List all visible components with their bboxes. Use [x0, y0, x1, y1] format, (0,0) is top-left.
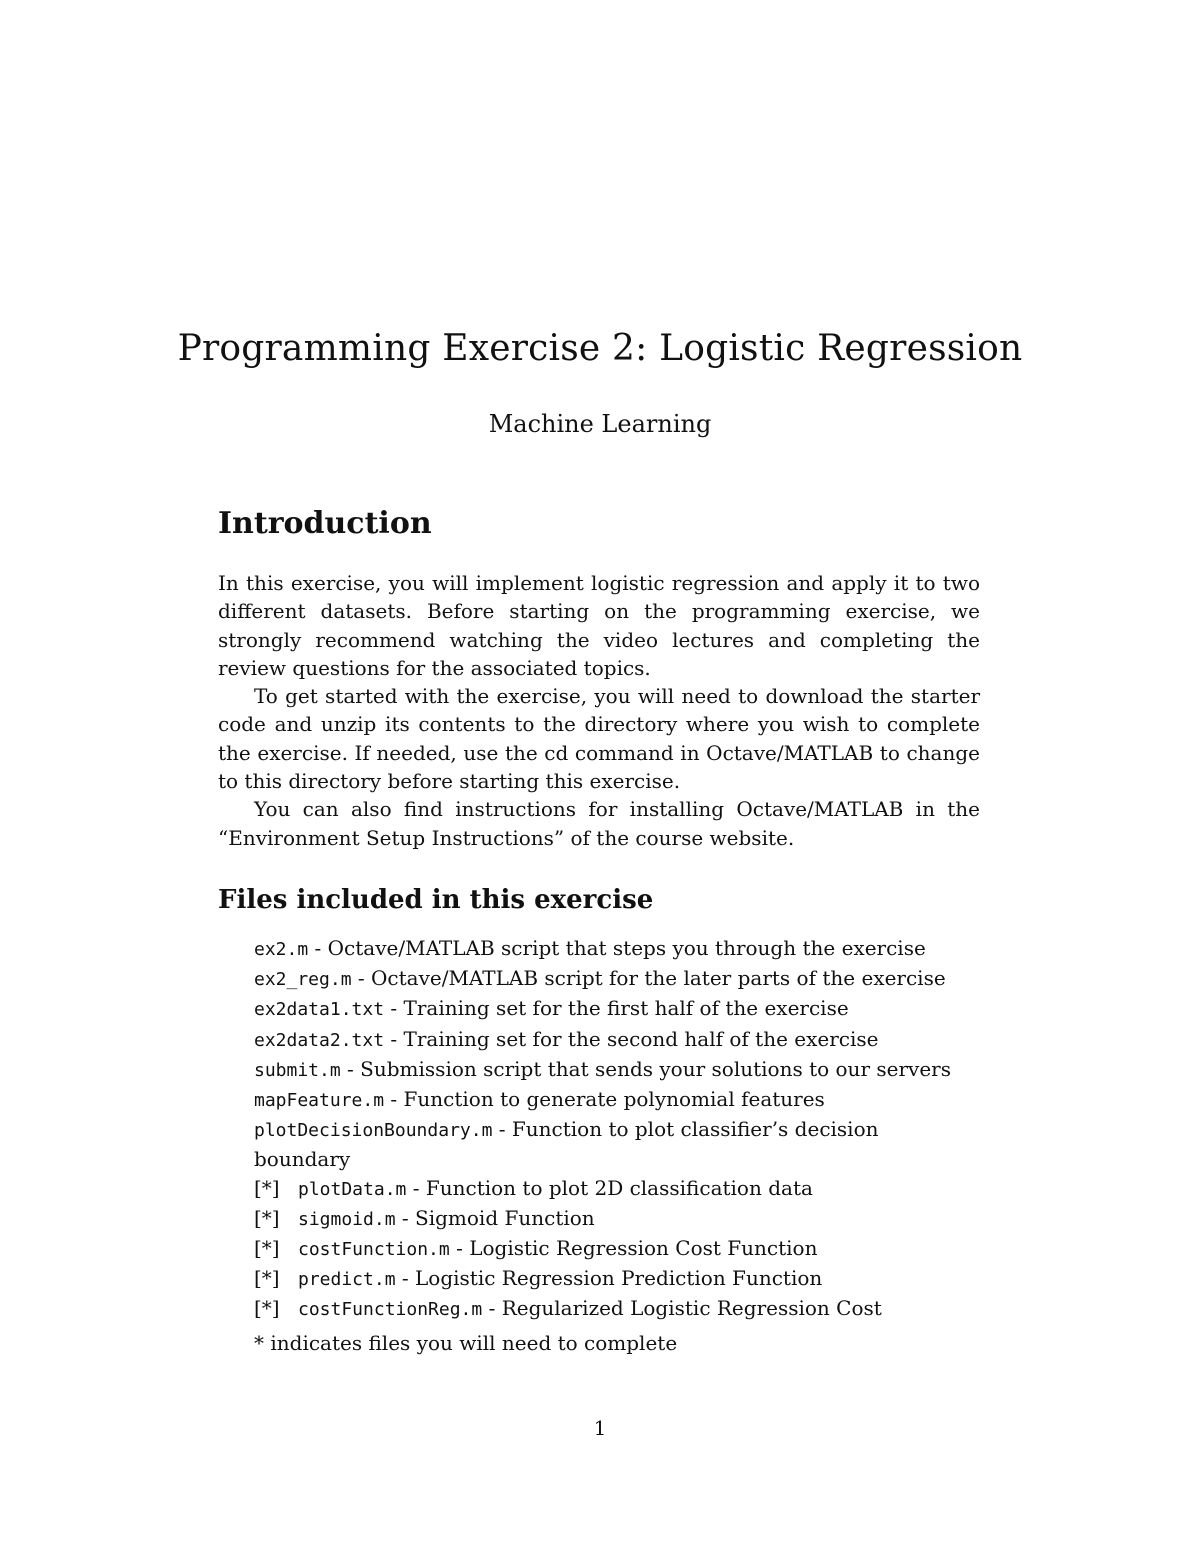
file-list	[254, 934, 980, 1325]
file-description: - Function to plot 2D classification data	[406, 1175, 813, 1200]
introduction-heading: Introduction	[218, 506, 432, 541]
file-name: predict.m	[298, 1269, 396, 1291]
file-description: - Function to plot classifier’s decision boundary	[254, 1117, 879, 1172]
file-description: - Regularized Logistic Regression Cost	[482, 1296, 882, 1321]
file-name: submit.m	[254, 1059, 341, 1081]
intro-paragraph-3: You can also find instructions for installing Octave/MATLAB in the “Environment Setup Instructions” of the course website.	[218, 797, 980, 850]
introduction-body	[218, 569, 980, 852]
file-list-item	[254, 994, 980, 1024]
file-list-item	[254, 964, 980, 994]
file-name: ex2.m	[254, 939, 309, 960]
file-name: plotDecisionBoundary.m	[254, 1120, 493, 1142]
file-description: - Sigmoid Function	[395, 1205, 595, 1230]
file-name: sigmoid.m	[298, 1208, 396, 1230]
file-description: - Octave/MATLAB script for the later parts of the exercise	[351, 966, 946, 991]
file-description: - Octave/MATLAB script that steps you through the exercise	[308, 936, 926, 960]
file-name: ex2data2.txt	[254, 1029, 385, 1051]
file-description: - Submission script that sends your solutions to our servers	[340, 1056, 951, 1081]
file-description: - Training set for the first half of the exercise	[384, 996, 849, 1021]
file-list-item	[254, 1264, 980, 1294]
completion-note: * indicates files you will need to complete	[254, 1331, 678, 1355]
file-list-item	[254, 1115, 980, 1173]
file-description: - Logistic Regression Cost Function	[449, 1236, 818, 1261]
document-title: Programming Exercise 2: Logistic Regression	[177, 328, 1023, 369]
required-marker: [*]	[254, 1296, 280, 1321]
file-description: - Function to generate polynomial features	[384, 1087, 825, 1112]
file-name: plotData.m	[298, 1178, 407, 1200]
file-list-item	[254, 1234, 980, 1264]
file-name: costFunction.m	[298, 1239, 450, 1261]
required-marker: [*]	[254, 1205, 280, 1230]
file-list-item	[254, 1204, 980, 1234]
file-name: costFunctionReg.m	[298, 1299, 483, 1321]
file-list-item	[254, 934, 980, 964]
file-name: ex2data1.txt	[254, 999, 385, 1021]
file-list-item	[254, 1025, 980, 1055]
file-name: mapFeature.m	[254, 1090, 385, 1112]
file-list-item	[254, 1055, 980, 1085]
document-subtitle: Machine Learning	[488, 410, 712, 438]
file-description: - Logistic Regression Prediction Function	[395, 1266, 823, 1291]
file-name: ex2_reg.m	[254, 969, 352, 991]
files-heading: Files included in this exercise	[218, 885, 654, 915]
intro-paragraph-2: To get started with the exercise, you will need to download the starter code and unzip its contents to the directory where you wish to complete the exercise. If needed, use the cd command in Octave/MATLAB to change to this directory before starting this exercise.	[218, 684, 980, 794]
intro-paragraph-1: In this exercise, you will implement logistic regression and apply it to two different datasets. Before starting on the programming exercise, we strongly recommend watching the video lectures and completing the review questions for the associated topics.	[218, 571, 980, 680]
file-list-item	[254, 1085, 980, 1115]
file-list-item	[254, 1294, 980, 1324]
file-description: - Training set for the second half of the exercise	[384, 1026, 879, 1051]
required-marker: [*]	[254, 1175, 280, 1200]
page-number: 1	[593, 1416, 607, 1440]
required-marker: [*]	[254, 1266, 280, 1291]
file-list-item	[254, 1174, 980, 1204]
required-marker: [*]	[254, 1236, 280, 1261]
